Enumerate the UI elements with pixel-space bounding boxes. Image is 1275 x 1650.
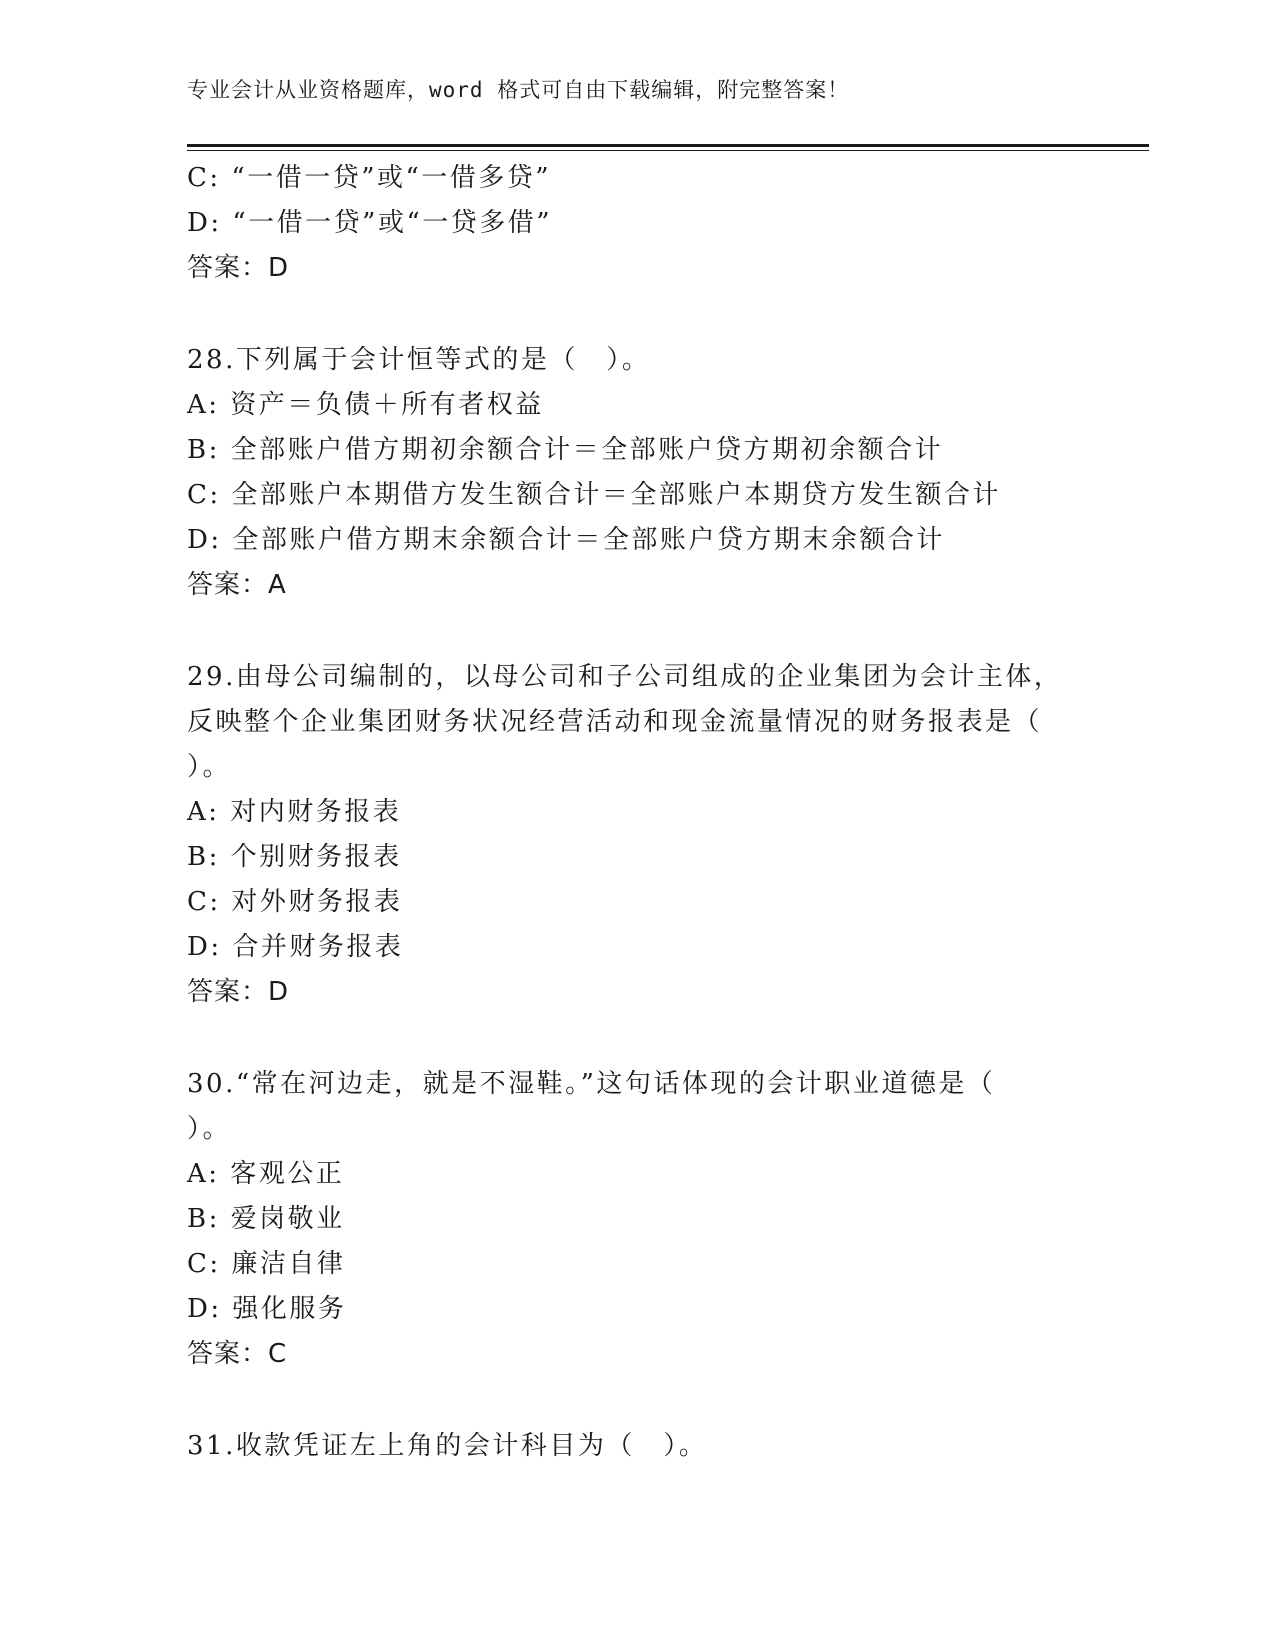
option-c: C: 对外财务报表 — [187, 887, 403, 917]
answer: 答案：A — [187, 570, 287, 600]
spacer — [187, 608, 1087, 655]
option-b: B: 全部账户借方期初余额合计＝全部账户贷方期初余额合计 — [187, 435, 944, 465]
option-d: D: 强化服务 — [187, 1294, 347, 1324]
spacer — [187, 291, 1087, 338]
answer: 答案：D — [187, 977, 290, 1007]
option-a: A: 资产＝负债＋所有者权益 — [187, 390, 544, 420]
page-header: 专业会计从业资格题库，word 格式可自由下载编辑，附完整答案！ — [187, 78, 850, 102]
option-d: D: 全部账户借方期末余额合计＝全部账户贷方期末余额合计 — [187, 525, 945, 555]
option-d: D: 合并财务报表 — [187, 932, 404, 962]
header-rule-thin — [187, 150, 1149, 151]
option-c: C: “一借一贷”或“一借多贷” — [187, 163, 552, 193]
question-stem: ）。 — [187, 752, 232, 782]
question-stem: 反映整个企业集团财务状况经营活动和现金流量情况的财务报表是（ — [187, 707, 1043, 737]
option-c: C: 廉洁自律 — [187, 1249, 346, 1279]
answer: 答案：C — [187, 1339, 288, 1369]
question-30 — [187, 1062, 1087, 1377]
question-stem: 28.下列属于会计恒等式的是（ ）。 — [187, 345, 651, 375]
option-d: D: “一借一贷”或“一贷多借” — [187, 208, 553, 238]
spacer — [187, 1015, 1087, 1062]
option-b: B: 个别财务报表 — [187, 842, 402, 872]
question-stem: 29.由母公司编制的，以母公司和子公司组成的企业集团为会计主体， — [187, 662, 1063, 692]
answer: 答案：D — [187, 253, 290, 283]
option-a: A: 客观公正 — [187, 1159, 345, 1189]
carryover-question — [187, 156, 1087, 291]
option-a: A: 对内财务报表 — [187, 797, 402, 827]
option-c: C: 全部账户本期借方发生额合计＝全部账户本期贷方发生额合计 — [187, 480, 1001, 510]
question-content — [187, 156, 1087, 1469]
question-29 — [187, 655, 1087, 1015]
question-28 — [187, 338, 1087, 608]
question-31 — [187, 1424, 1087, 1469]
question-stem: 30.“常在河边走，就是不湿鞋。”这句话体现的会计职业道德是（ — [187, 1069, 996, 1099]
spacer — [187, 1377, 1087, 1424]
question-stem: ）。 — [187, 1114, 232, 1144]
header-rule-thick — [187, 144, 1149, 147]
question-stem: 31.收款凭证左上角的会计科目为（ ）。 — [187, 1431, 708, 1461]
option-b: B: 爱岗敬业 — [187, 1204, 345, 1234]
